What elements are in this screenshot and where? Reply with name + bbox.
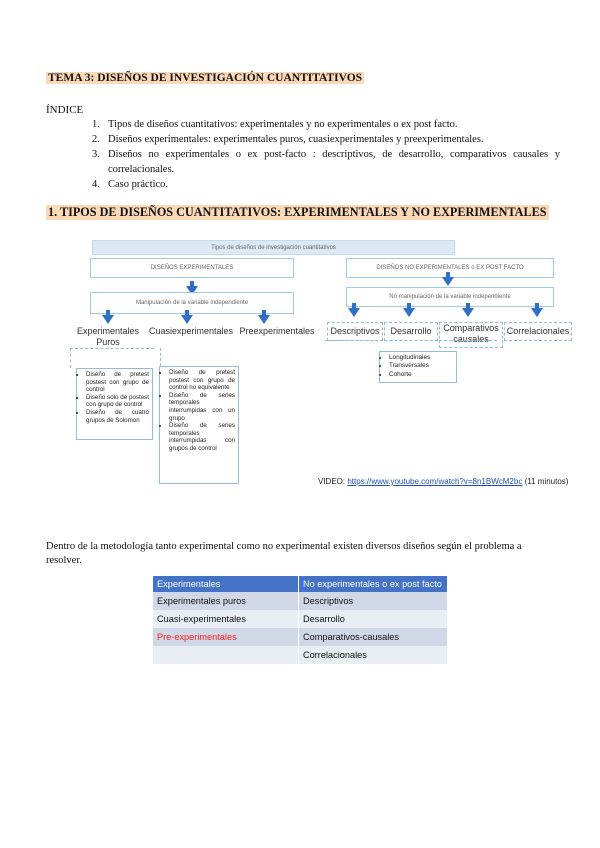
table-row bbox=[153, 610, 448, 628]
down-arrow-icon bbox=[403, 308, 415, 317]
down-arrow-icon bbox=[102, 315, 114, 324]
table-cell: Pre-experimentales bbox=[153, 628, 299, 646]
down-arrow-icon bbox=[258, 315, 270, 324]
video-link[interactable]: https://www.youtube.com/watch?v=8n1BWcM2bc bbox=[347, 477, 523, 486]
index-label: ÍNDICE bbox=[46, 104, 84, 116]
no-manipulation-box: No manipulación de la variable independiente bbox=[346, 287, 554, 307]
table-of-contents bbox=[92, 117, 560, 192]
diagram-top-box: Tipos de diseños de investigación cuantitativos bbox=[92, 240, 455, 255]
connector-line bbox=[325, 340, 497, 342]
toc-item: 1. Tipos de diseños cuantitativos: experimentales y no experimentales o ex post facto. bbox=[92, 119, 458, 130]
manipulation-box: Manipulación de la variable independiente bbox=[90, 292, 294, 314]
list-item: • Diseño de pretest postest con grupo de control bbox=[86, 371, 149, 394]
experimental-designs-box: DISEÑOS EXPERIMENTALES bbox=[90, 258, 294, 278]
cuasi-designs-list bbox=[159, 366, 239, 484]
table-cell bbox=[153, 646, 299, 664]
puros-designs-list bbox=[76, 368, 153, 440]
intro-paragraph: Dentro de la metodología tanto experimental como no experimental existen diversos diseños según el problema a resolver. bbox=[46, 541, 522, 566]
table-cell: Descriptivos bbox=[299, 592, 448, 610]
list-item: • Diseño de series temporales interrumpidas con un grupo bbox=[169, 392, 235, 422]
table-row bbox=[153, 628, 448, 646]
list-item: • Diseño de cuatro grupos de Solomon bbox=[86, 409, 149, 424]
category-descriptivos: Descriptivos bbox=[327, 322, 383, 341]
table-cell: Cuasi-experimentales bbox=[153, 610, 299, 628]
non-experimental-designs-box: DISEÑOS NO EXPERIMENTALES o EX POST FACTO bbox=[346, 258, 554, 278]
table-cell: Correlacionales bbox=[299, 646, 448, 664]
list-item: • Cohorte bbox=[389, 371, 453, 379]
category-preexperimentales: Preexperimentales bbox=[239, 326, 315, 336]
toc-item: 4. Caso práctico. bbox=[92, 179, 169, 190]
table-row bbox=[153, 592, 448, 610]
down-arrow-icon bbox=[442, 277, 454, 286]
connector-line bbox=[70, 348, 154, 350]
video-label: VIDEO: bbox=[318, 477, 346, 486]
column-header: No experimentales o ex post facto bbox=[299, 576, 448, 592]
connector-line bbox=[160, 348, 162, 366]
table-header-row bbox=[153, 576, 448, 592]
list-item: • Diseño de pretest postest con grupo de control no equivalente bbox=[169, 369, 235, 392]
list-item: • Diseño solo de postest con grupo de control bbox=[86, 394, 149, 409]
desarrollo-designs-list bbox=[379, 351, 457, 383]
section-title: 1. TIPOS DE DISEÑOS CUANTITATIVOS: EXPERIMENTALES Y NO EXPERIMENTALES bbox=[48, 205, 547, 219]
down-arrow-icon bbox=[462, 308, 474, 317]
category-desarrollo: Desarrollo bbox=[384, 322, 438, 341]
table-cell: Comparativos-causales bbox=[299, 628, 448, 646]
down-arrow-icon bbox=[348, 308, 360, 317]
category-cuasiexperimentales: Cuasiexperimentales bbox=[149, 326, 234, 336]
toc-item: 2. Diseños experimentales: experimentales puros, cuasiexperimentales y preexperimentales. bbox=[92, 134, 484, 145]
column-header: Experimentales bbox=[153, 576, 299, 592]
table-cell: Experimentales puros bbox=[153, 592, 299, 610]
table-row bbox=[153, 646, 448, 664]
video-note bbox=[318, 476, 580, 487]
list-item: • Diseño de series temporales interrumpidas con grupos de control bbox=[169, 422, 235, 452]
video-duration: (11 minutos) bbox=[524, 477, 569, 486]
toc-item: 3. Diseños no experimentales o ex post-facto : descriptivos, de desarrollo, comparativos causales y correlacionales. bbox=[92, 149, 560, 175]
list-item: • Transversales bbox=[389, 362, 453, 370]
designs-table bbox=[153, 576, 448, 664]
connector-line bbox=[70, 348, 72, 368]
category-experimentales-puros: Experimentales Puros bbox=[76, 326, 140, 347]
page-title: TEMA 3: DISEÑOS DE INVESTIGACIÓN CUANTITATIVOS bbox=[48, 72, 363, 84]
category-correlacionales: Correlacionales bbox=[504, 322, 572, 341]
list-item: • Longitudinales bbox=[389, 354, 453, 362]
table-cell: Desarrollo bbox=[299, 610, 448, 628]
down-arrow-icon bbox=[181, 315, 193, 324]
down-arrow-icon bbox=[531, 308, 543, 317]
category-comparativos-causales: Comparativos causales bbox=[439, 322, 503, 348]
